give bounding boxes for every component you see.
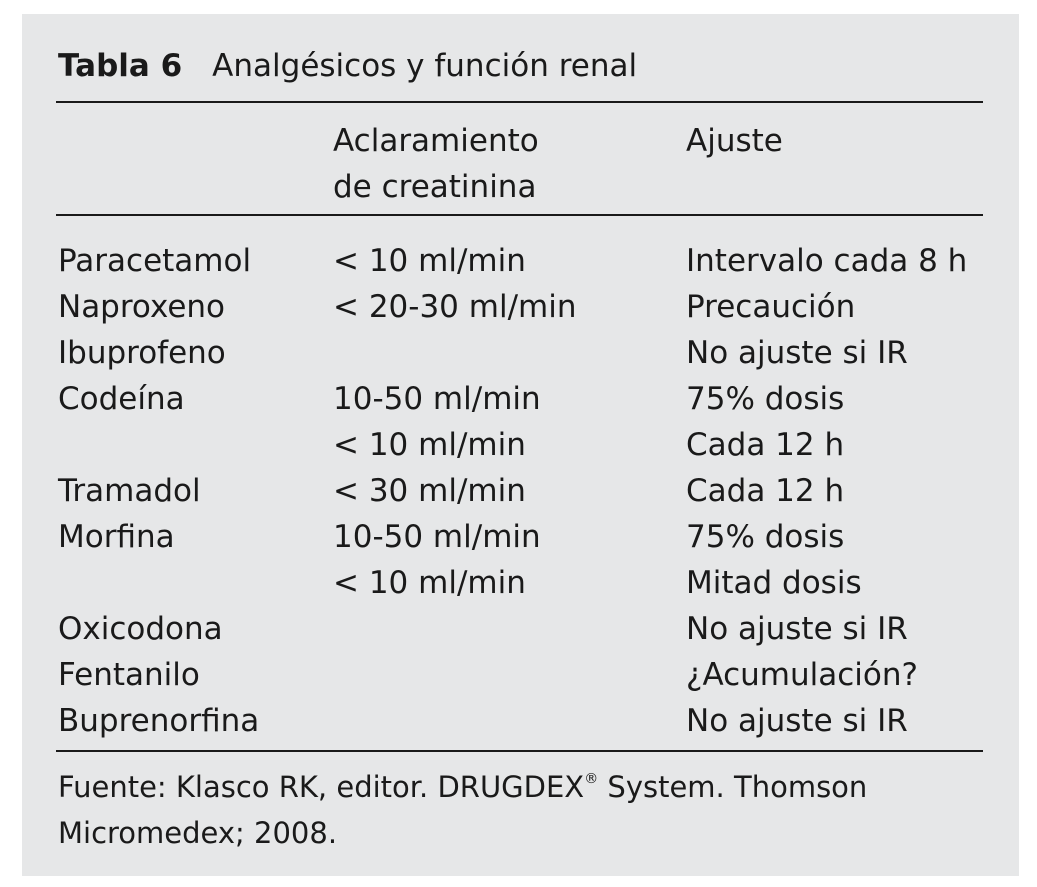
adjust-cell: Precaución: [686, 289, 856, 325]
adjust-cell: Cada 12 h: [686, 473, 845, 509]
adjust-cell: No ajuste si IR: [686, 611, 908, 647]
drug-cell: Codeína: [58, 381, 185, 417]
table-title: [58, 42, 637, 90]
adjust-cell: Cada 12 h: [686, 427, 845, 463]
adjust-cell: 75% dosis: [686, 381, 845, 417]
drug-cell: Oxicodona: [58, 611, 223, 647]
clearance-cell: < 20-30 ml/min: [333, 289, 577, 325]
top-rule: [56, 101, 983, 103]
adjust-cell: No ajuste si IR: [686, 335, 908, 371]
table-row: [58, 560, 983, 606]
adjust-cell: Intervalo cada 8 h: [686, 243, 968, 279]
adjust-cell: No ajuste si IR: [686, 703, 908, 739]
registered-mark: ®: [584, 771, 599, 787]
header-clearance-line2: de creatinina: [333, 169, 537, 205]
table-label: Tabla 6: [58, 48, 183, 84]
header-rule: [56, 214, 983, 216]
adjust-cell: ¿Acumulación?: [686, 657, 918, 693]
table-row: [58, 698, 983, 744]
clearance-cell: < 10 ml/min: [333, 565, 526, 601]
table-row: [58, 468, 983, 514]
adjust-cell: 75% dosis: [686, 519, 845, 555]
clearance-cell: < 10 ml/min: [333, 427, 526, 463]
clearance-cell: 10-50 ml/min: [333, 381, 541, 417]
table-row: [58, 422, 983, 468]
source-note: [58, 764, 958, 856]
clearance-cell: < 10 ml/min: [333, 243, 526, 279]
table-title-text: Analgésicos y función renal: [212, 48, 638, 84]
drug-cell: Paracetamol: [58, 243, 252, 279]
header-clearance: [333, 118, 539, 210]
header-clearance-line1: Aclaramiento: [333, 123, 539, 159]
table-row: [58, 238, 983, 284]
table-row: [58, 330, 983, 376]
drug-cell: Morfina: [58, 519, 175, 555]
drug-cell: Naproxeno: [58, 289, 226, 325]
table-row: [58, 606, 983, 652]
source-text-before: Fuente: Klasco RK, editor. DRUGDEX: [58, 770, 585, 804]
table-row: [58, 376, 983, 422]
drug-cell: Tramadol: [58, 473, 201, 509]
clearance-cell: 10-50 ml/min: [333, 519, 541, 555]
table-row: [58, 284, 983, 330]
drug-cell: Fentanilo: [58, 657, 200, 693]
source-text-after: System. Thomson Micromedex; 2008.: [58, 770, 868, 850]
bottom-rule: [56, 750, 983, 752]
drug-cell: Buprenorfina: [58, 703, 260, 739]
clearance-cell: < 30 ml/min: [333, 473, 526, 509]
adjust-cell: Mitad dosis: [686, 565, 862, 601]
drug-cell: Ibuprofeno: [58, 335, 226, 371]
table-row: [58, 652, 983, 698]
table-body: [58, 238, 983, 744]
table-row: [58, 514, 983, 560]
header-adjust: Ajuste: [686, 123, 783, 159]
